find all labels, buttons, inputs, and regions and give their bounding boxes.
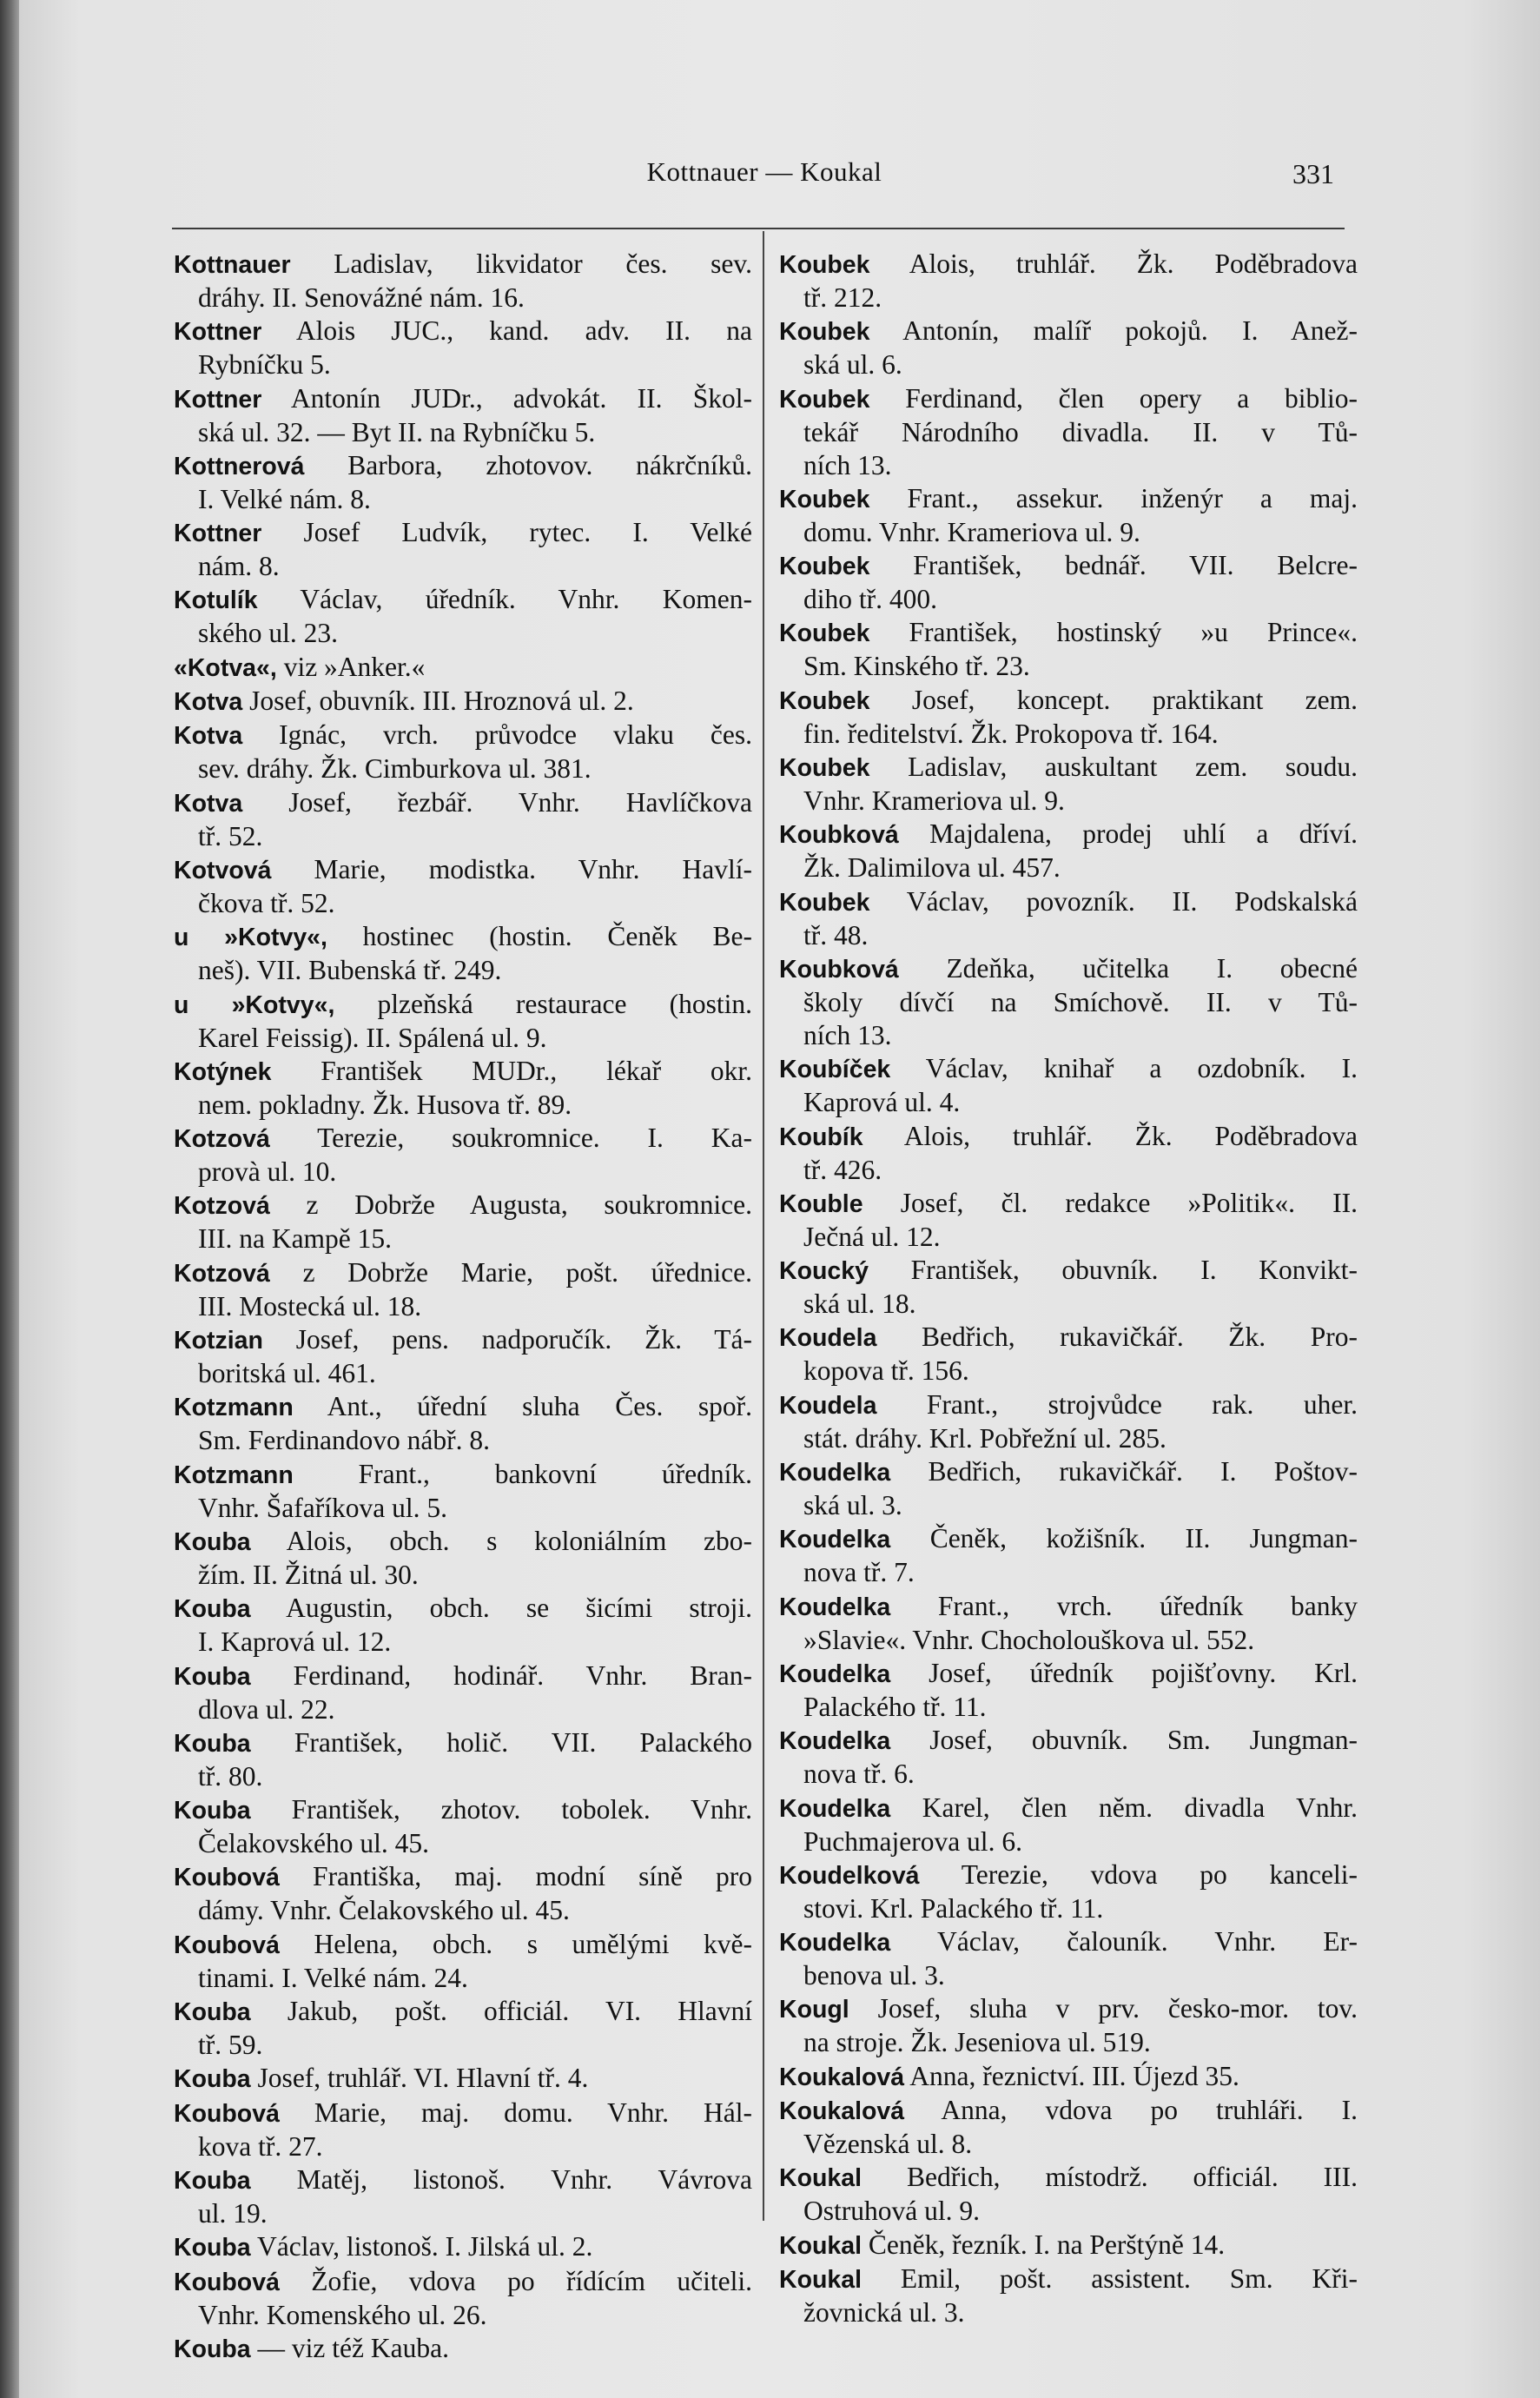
entry-line: dráhy. II. Senovážné nám. 16.: [198, 282, 525, 313]
entry-line: Ostruhová ul. 9.: [803, 2196, 980, 2227]
entry-line: Kotva Josef, řezbář. Vnhr. Havlíčkova: [174, 786, 752, 818]
entry-surname: «Kotva«,: [174, 653, 277, 682]
directory-entry: [174, 2265, 752, 2332]
entry-line: diho tř. 400.: [803, 584, 937, 615]
directory-entry: [779, 684, 1358, 751]
entry-line: Kouba Matěj, listonoš. Vnhr. Vávrova: [174, 2163, 752, 2195]
entry-surname: u »Kotvy«,: [174, 924, 327, 952]
entry-line: tekář Národního divadla. II. v Tů-: [803, 416, 1358, 447]
entry-line: Koudelka Josef, obuvník. Sm. Jungman-: [779, 1725, 1358, 1756]
entry-surname: Koubek: [779, 251, 870, 279]
entry-surname: Kottnauer: [174, 251, 291, 279]
entry-line: na stroje. Žk. Jeseniova ul. 519.: [803, 2027, 1151, 2058]
entry-line: nova tř. 6.: [803, 1759, 915, 1790]
directory-entry: [779, 2262, 1358, 2329]
directory-entry: [779, 818, 1358, 884]
book-spine-shadow: [0, 0, 19, 2398]
directory-entry: [174, 315, 752, 381]
directory-entry: [174, 449, 752, 516]
entry-surname: Koudelka: [779, 1794, 891, 1823]
entry-line: u »Kotvy«, hostinec (hostin. Čeněk Be-: [174, 921, 752, 952]
entry-line: I. Kaprová ul. 12.: [198, 1626, 392, 1658]
entry-line: Koubek Frant., assekur. inženýr a maj.: [779, 482, 1358, 513]
directory-entry: [779, 1321, 1358, 1388]
entry-line: Koukalová Anna, vdova po truhláři. I.: [779, 2095, 1358, 2126]
entry-line: Koubík Alois, truhlář. Žk. Poděbradova: [779, 1120, 1358, 1151]
entry-line: ul. 19.: [198, 2197, 268, 2229]
entry-line: Rybníčku 5.: [198, 349, 331, 381]
entry-surname: Koubík: [779, 1123, 863, 1151]
directory-entry: [779, 751, 1358, 818]
directory-entry: [174, 853, 752, 920]
entry-line: ská ul. 18.: [803, 1288, 916, 1320]
entry-surname: Koudelka: [779, 1459, 891, 1487]
directory-entry: [174, 2097, 752, 2163]
directory-entry: [174, 1390, 752, 1457]
entry-surname: Kouba: [174, 1662, 251, 1691]
directory-entry: [779, 2229, 1358, 2262]
entry-line: III. Mostecká ul. 18.: [198, 1290, 422, 1322]
directory-entry: [174, 719, 752, 785]
directory-entry: [174, 685, 752, 719]
entry-line: Kottner Alois JUC., kand. adv. II. na: [174, 315, 752, 347]
entry-line: Kotulík Václav, úředník. Vnhr. Komen-: [174, 584, 752, 615]
entry-line: Koubek Alois, truhlář. Žk. Poděbradova: [779, 248, 1358, 279]
entry-line: Koudelka Bedřich, rukavičkář. I. Poštov-: [779, 1456, 1358, 1487]
entry-line: III. na Kampě 15.: [198, 1223, 393, 1255]
directory-entry: [174, 1793, 752, 1860]
entry-surname: Kotva: [174, 688, 243, 717]
entry-surname: Koudelka: [779, 1593, 891, 1621]
entry-line: I. Velké nám. 8.: [198, 483, 371, 514]
entry-line: Vnhr. Šafaříkova ul. 5.: [198, 1492, 447, 1523]
entry-line: tř. 80.: [198, 1760, 263, 1792]
entry-surname: Kotzmann: [174, 1394, 294, 1422]
entry-line: školy dívčí na Smíchově. II. v Tů-: [803, 986, 1358, 1017]
entry-surname: u »Kotvy«,: [174, 990, 335, 1019]
entry-line: Koukal Emil, pošt. assistent. Sm. Kři-: [779, 2262, 1358, 2294]
entry-surname: Koudelka: [779, 1727, 891, 1756]
entry-line: kova tř. 27.: [198, 2130, 323, 2162]
directory-entry: [779, 382, 1358, 482]
entry-line: Koudelka Čeněk, kožišník. II. Jungman-: [779, 1523, 1358, 1554]
entry-surname: Koubová: [174, 1931, 280, 1959]
directory-entry: [779, 1858, 1358, 1925]
entry-line: tř. 426.: [803, 1154, 882, 1185]
entry-line: Kaprová ul. 4.: [803, 1087, 961, 1118]
entry-line: Koubek Antonín, malíř pokojů. I. Anež-: [779, 315, 1358, 347]
directory-entry: [174, 1525, 752, 1592]
directory-entry: [174, 1995, 752, 2062]
entry-line: provà ul. 10.: [198, 1156, 337, 1188]
directory-entry: [174, 786, 752, 853]
entry-line: kopova tř. 156.: [803, 1355, 969, 1387]
entry-line: Kotzová z Dobrže Marie, pošt. úřednice.: [174, 1256, 752, 1288]
directory-entry: [174, 248, 752, 315]
entry-line: Kotýnek František MUDr., lékař okr.: [174, 1055, 752, 1086]
entry-surname: Koukal: [779, 2231, 863, 2260]
directory-entry: [174, 651, 752, 685]
entry-surname: Koubek: [779, 385, 870, 414]
entry-surname: Koubková: [779, 955, 899, 984]
directory-entry: [779, 1187, 1358, 1254]
entry-line: benova ul. 3.: [803, 1960, 945, 1991]
entry-line: Kouba Ferdinand, hodinář. Vnhr. Bran-: [174, 1659, 752, 1691]
directory-entry: [174, 1659, 752, 1726]
directory-entry: [779, 885, 1358, 952]
entry-line: stovi. Krl. Palackého tř. 11.: [803, 1892, 1104, 1924]
entry-line: Kouba Josef, truhlář. VI. Hlavní tř. 4.: [174, 2063, 589, 2094]
entry-surname: Kouba: [174, 1797, 251, 1825]
entry-surname: Koubek: [779, 686, 870, 715]
entry-line: čkova tř. 52.: [198, 887, 335, 918]
directory-entry: [174, 2062, 752, 2096]
entry-line: ních 13.: [803, 1019, 892, 1050]
entry-line: Koukalová Anna, řeznictví. III. Újezd 35.: [779, 2060, 1239, 2091]
entry-line: domu. Vnhr. Krameriova ul. 9.: [803, 516, 1140, 547]
entry-line: Koudelková Terezie, vdova po kanceli-: [779, 1858, 1358, 1890]
entry-line: Koudelka Josef, úředník pojišťovny. Krl.: [779, 1657, 1358, 1688]
entry-line: Koubová Františka, maj. modní síně pro: [174, 1861, 752, 1892]
entry-surname: Kouba: [174, 1998, 251, 2027]
entry-surname: Kotzová: [174, 1192, 270, 1221]
entry-surname: Kotzian: [174, 1327, 263, 1355]
entry-surname: Kouba: [174, 2166, 251, 2195]
entry-surname: Koudelka: [779, 1659, 891, 1688]
directory-entry: [779, 1724, 1358, 1791]
entry-line: Čelakovského ul. 45.: [198, 1828, 429, 1859]
entry-line: Vnhr. Krameriova ul. 9.: [803, 785, 1065, 817]
entry-line: Koubek Václav, povozník. II. Podskalská: [779, 885, 1358, 917]
right-column: [779, 248, 1358, 2329]
entry-line: žovnická ul. 3.: [803, 2296, 965, 2328]
directory-entry: [174, 583, 752, 650]
entry-line: Koubová Helena, obch. s umělými kvě-: [174, 1928, 752, 1959]
directory-entry: [779, 315, 1358, 381]
entry-line: Koukal Čeněk, řezník. I. na Perštýně 14.: [779, 2229, 1226, 2260]
directory-entry: [174, 382, 752, 449]
entry-surname: Koubková: [779, 821, 899, 850]
entry-line: Kouba František, holič. VII. Palackého: [174, 1726, 752, 1758]
entry-surname: Kottnerová: [174, 452, 305, 480]
entry-line: Kotva Josef, obuvník. III. Hroznová ul. 2.: [174, 686, 634, 717]
entry-line: Kouba Václav, listonoš. I. Jilská ul. 2.: [174, 2231, 593, 2262]
entry-surname: Koubek: [779, 888, 870, 917]
entry-line: Kottner Antonín JUDr., advokát. II. Škol-: [174, 382, 752, 414]
entry-line: tř. 212.: [803, 282, 882, 313]
entry-surname: Koudelka: [779, 1526, 891, 1554]
entry-line: Koucký František, obuvník. I. Konvikt-: [779, 1255, 1358, 1286]
entry-line: ská ul. 32. — Byt II. na Rybníčku 5.: [198, 416, 596, 447]
entry-line: Ječná ul. 12.: [803, 1221, 941, 1252]
entry-line: «Kotva«, viz »Anker.«: [174, 651, 426, 682]
entry-line: ského ul. 23.: [198, 618, 338, 649]
entry-line: Kouba — viz též Kauba.: [174, 2332, 449, 2363]
directory-entry: [779, 1792, 1358, 1858]
entry-line: Koubek Ladislav, auskultant zem. soudu.: [779, 752, 1358, 783]
entry-surname: Koubek: [779, 619, 870, 648]
entry-line: Sm. Kinského tř. 23.: [803, 651, 1030, 682]
entry-surname: Koudela: [779, 1324, 877, 1353]
entry-line: Kotzian Josef, pens. nadporučík. Žk. Tá-: [174, 1324, 752, 1355]
entry-surname: Koudelka: [779, 1929, 891, 1957]
entry-surname: Kotzová: [174, 1259, 270, 1288]
entry-surname: Kouble: [779, 1189, 863, 1218]
directory-entry: [174, 1055, 752, 1122]
directory-entry: [779, 2161, 1358, 2228]
entry-line: stát. dráhy. Krl. Pobřežní ul. 285.: [803, 1422, 1167, 1454]
entry-line: Koukal Bedřich, místodrž. officiál. III.: [779, 2162, 1358, 2193]
entry-line: Koudela Frant., strojvůdce rak. uher.: [779, 1388, 1358, 1420]
entry-line: Koubek František, hostinský »u Prince«.: [779, 617, 1358, 648]
entry-surname: Koubová: [174, 2099, 280, 2128]
entry-line: nova tř. 7.: [803, 1557, 915, 1588]
entry-surname: Koukal: [779, 2265, 863, 2294]
entry-line: dlova ul. 22.: [198, 1693, 335, 1725]
entry-line: Vnhr. Komenského ul. 26.: [198, 2299, 487, 2330]
entry-surname: Koudelková: [779, 1861, 920, 1890]
directory-entry: [174, 1592, 752, 1659]
directory-entry: [174, 1860, 752, 1927]
entry-line: Kotzmann Frant., bankovní úředník.: [174, 1458, 752, 1489]
entry-surname: Kotzová: [174, 1125, 270, 1154]
entry-line: Kougl Josef, sluha v prv. česko-mor. tov.: [779, 1993, 1358, 2024]
directory-entry: [174, 1458, 752, 1525]
entry-surname: Koubíček: [779, 1056, 891, 1084]
directory-entry: [779, 1992, 1358, 2059]
entry-line: Kottnerová Barbora, zhotovov. nákrčníků.: [174, 449, 752, 480]
entry-surname: Kouba: [174, 1729, 251, 1758]
entry-line: Palackého tř. 11.: [803, 1691, 987, 1722]
entry-line: tř. 52.: [198, 820, 263, 851]
directory-entry: [174, 1323, 752, 1390]
directory-entry: [779, 1052, 1358, 1119]
entry-surname: Koukalová: [779, 2097, 905, 2126]
entry-line: Koubek Ferdinand, člen opery a biblio-: [779, 382, 1358, 414]
entry-line: nem. pokladny. Žk. Husova tř. 89.: [198, 1089, 572, 1120]
entry-line: Koubek František, bednář. VII. Belcre-: [779, 550, 1358, 581]
directory-entry: [174, 2163, 752, 2230]
entry-surname: Koudela: [779, 1391, 877, 1420]
directory-entry: [174, 2332, 752, 2366]
entry-line: Koubová Žofie, vdova po řídícím učiteli.: [174, 2265, 752, 2296]
directory-entry: [779, 952, 1358, 1052]
directory-entry: [779, 616, 1358, 683]
entry-surname: Kouba: [174, 2335, 251, 2363]
directory-entry: [779, 2060, 1358, 2094]
entry-line: Sm. Ferdinandovo nábř. 8.: [198, 1425, 490, 1456]
entry-line: dámy. Vnhr. Čelakovského ul. 45.: [198, 1895, 570, 1926]
entry-line: ská ul. 3.: [803, 1490, 902, 1521]
entry-line: fin. ředitelství. Žk. Prokopova tř. 164.: [803, 718, 1219, 749]
directory-entry: [779, 549, 1358, 616]
entry-line: Koudelka Václav, čalouník. Vnhr. Er-: [779, 1926, 1358, 1957]
entry-line: Kotzová z Dobrže Augusta, soukromnice.: [174, 1189, 752, 1221]
directory-entry: [174, 516, 752, 583]
running-header: Kottnauer — Koukal: [646, 156, 882, 187]
entry-line: Koubková Zdeňka, učitelka I. obecné: [779, 952, 1358, 984]
entry-line: tinami. I. Velké nám. 24.: [198, 1962, 468, 1993]
entry-line: Kouba Alois, obch. s koloniálním zbo-: [174, 1525, 752, 1556]
entry-surname: Kouba: [174, 2234, 251, 2262]
entry-surname: Koukal: [779, 2164, 863, 2193]
page-number: 331: [1292, 158, 1334, 189]
entry-surname: Koubek: [779, 754, 870, 783]
entry-line: »Slavie«. Vnhr. Chocholouškova ul. 552.: [803, 1624, 1255, 1655]
entry-surname: Koubek: [779, 553, 870, 581]
entry-surname: Kouba: [174, 2065, 251, 2094]
entry-line: Vězenská ul. 8.: [803, 2129, 973, 2160]
entry-surname: Koubek: [779, 485, 870, 513]
entry-line: Karel Feissig). II. Spálená ul. 9.: [198, 1022, 547, 1053]
directory-entry: [779, 2094, 1358, 2161]
entry-surname: Kotýnek: [174, 1057, 272, 1086]
entry-line: Koudela Bedřich, rukavičkář. Žk. Pro-: [779, 1322, 1358, 1353]
entry-line: Kouba František, zhotov. tobolek. Vnhr.: [174, 1794, 752, 1825]
directory-entry: [779, 1925, 1358, 1992]
entry-line: Kottnauer Ladislav, likvidator čes. sev.: [174, 248, 752, 279]
entry-line: Kotzmann Ant., úřední sluha Čes. spoř.: [174, 1391, 752, 1422]
directory-entry: [779, 1522, 1358, 1589]
entry-line: žím. II. Žitná ul. 30.: [198, 1559, 419, 1590]
directory-entry: [779, 1455, 1358, 1522]
column-divider: [763, 231, 764, 2221]
entry-line: Kotzová Terezie, soukromnice. I. Ka-: [174, 1123, 752, 1154]
entry-surname: Kottner: [174, 318, 262, 347]
entry-line: Koubková Majdalena, prodej uhlí a dříví.: [779, 818, 1358, 850]
directory-entry: [779, 1657, 1358, 1724]
directory-entry: [779, 248, 1358, 315]
entry-surname: Kougl: [779, 1996, 849, 2024]
entry-line: Koudelka Frant., vrch. úředník banky: [779, 1590, 1358, 1621]
entry-line: boritská ul. 461.: [198, 1358, 376, 1389]
entry-line: neš). VII. Bubenská tř. 249.: [198, 955, 502, 986]
entry-surname: Kouba: [174, 1527, 251, 1556]
entry-line: ská ul. 6.: [803, 349, 902, 381]
entry-line: Kouba Augustin, obch. se šicími stroji.: [174, 1593, 752, 1624]
entry-line: Kouble Josef, čl. redakce »Politik«. II.: [779, 1187, 1358, 1218]
directory-entry: [779, 1388, 1358, 1455]
entry-line: tř. 59.: [198, 2030, 263, 2061]
directory-entry: [174, 1928, 752, 1995]
entry-surname: Koubová: [174, 2268, 280, 2296]
entry-line: tř. 48.: [803, 919, 869, 951]
entry-line: Žk. Dalimilova ul. 457.: [803, 852, 1061, 884]
directory-entry: [174, 988, 752, 1055]
entry-line: Kouba Jakub, pošt. officiál. VI. Hlavní: [174, 1996, 752, 2027]
entry-line: Koubíček Václav, knihař a ozdobník. I.: [779, 1053, 1358, 1084]
directory-entry: [779, 1120, 1358, 1187]
directory-entry: [174, 2230, 752, 2264]
entry-line: Koubek Josef, koncept. praktikant zem.: [779, 684, 1358, 715]
entry-surname: Kottner: [174, 385, 262, 414]
entry-surname: Kotva: [174, 722, 243, 751]
directory-entry: [779, 482, 1358, 549]
entry-surname: Kouba: [174, 1595, 251, 1624]
entry-surname: Koukalová: [779, 2063, 905, 2091]
entry-surname: Kotvová: [174, 856, 272, 884]
directory-entry: [174, 1122, 752, 1189]
entry-surname: Kotulík: [174, 586, 258, 615]
entry-surname: Koubová: [174, 1864, 280, 1892]
directory-entry: [779, 1254, 1358, 1321]
entry-surname: Koucký: [779, 1257, 869, 1286]
directory-entry: [174, 1726, 752, 1793]
directory-entry: [174, 1189, 752, 1255]
entry-line: Puchmajerova ul. 6.: [803, 1825, 1022, 1857]
entry-line: Koubová Marie, maj. domu. Vnhr. Hál-: [174, 2097, 752, 2128]
entry-line: u »Kotvy«, plzeňská restaurace (hostin.: [174, 988, 752, 1019]
entry-surname: Kotzmann: [174, 1461, 294, 1489]
directory-entry: [779, 1590, 1358, 1657]
entry-line: Kotvová Marie, modistka. Vnhr. Havlí-: [174, 853, 752, 884]
left-column: [174, 248, 752, 2366]
entry-line: sev. dráhy. Žk. Cimburkova ul. 381.: [198, 753, 592, 785]
entry-line: Koudelka Karel, člen něm. divadla Vnhr.: [779, 1792, 1358, 1823]
header-rule: [172, 228, 1345, 229]
entry-surname: Kotva: [174, 789, 243, 818]
directory-entry: [174, 920, 752, 987]
entry-line: Kottner Josef Ludvík, rytec. I. Velké: [174, 517, 752, 548]
directory-entry: [174, 1256, 752, 1323]
entry-surname: Kottner: [174, 520, 262, 548]
entry-line: Kotva Ignác, vrch. průvodce vlaku čes.: [174, 719, 752, 751]
entry-line: ních 13.: [803, 449, 892, 480]
entry-surname: Koubek: [779, 318, 870, 347]
entry-line: nám. 8.: [198, 551, 280, 582]
